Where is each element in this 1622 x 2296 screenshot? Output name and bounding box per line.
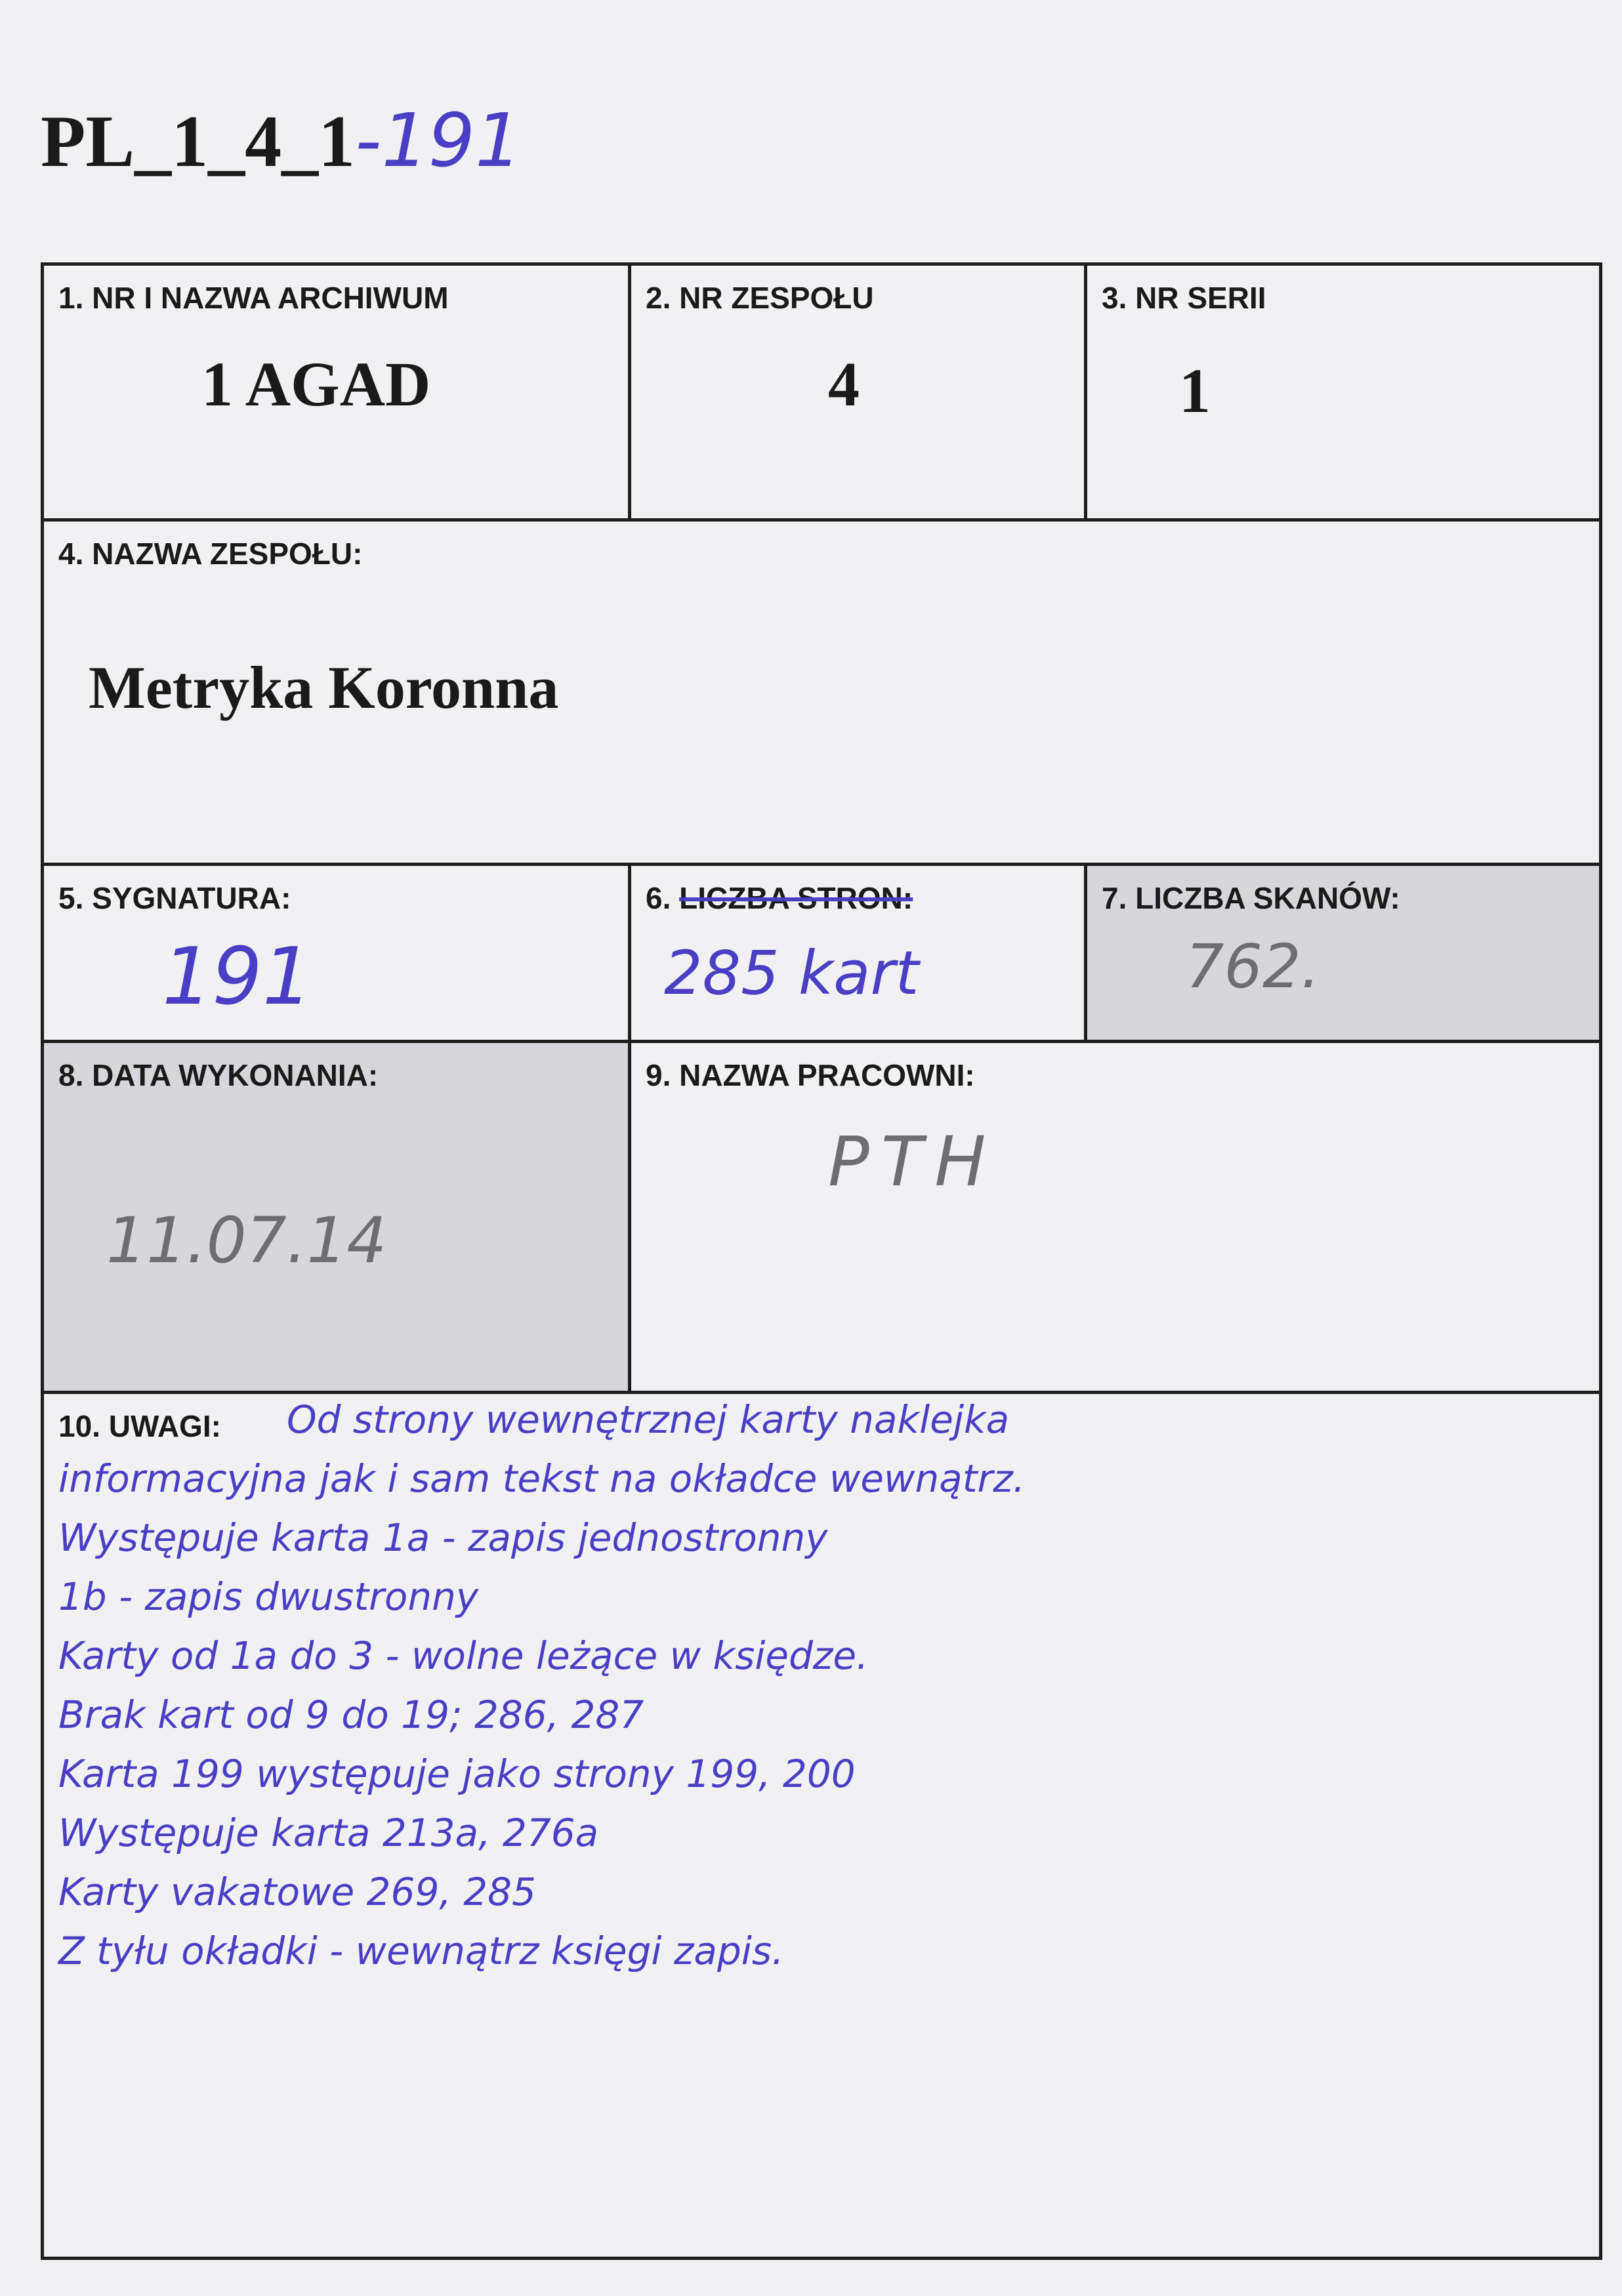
pages-value: 285 kart xyxy=(664,938,919,1008)
notes-line: Karta 199 występuje jako strony 199, 200 xyxy=(58,1752,856,1796)
notes-line: Z tyłu okładki - wewnątrz księgi zapis. xyxy=(58,1929,784,1973)
notes-line: Występuje karta 213a, 276a xyxy=(58,1811,599,1855)
notes-label: 10. UWAGI: xyxy=(58,1409,221,1443)
workshop-label: 9. NAZWA PRACOWNI: xyxy=(646,1058,975,1092)
notes-line: Występuje karta 1a - zapis jednostronny xyxy=(58,1515,828,1560)
fonds-no-label: 2. NR ZESPOŁU xyxy=(646,281,874,315)
fonds-no-value: 4 xyxy=(828,349,860,419)
archive-cell xyxy=(44,266,631,522)
fonds-name-cell xyxy=(44,522,1599,866)
pages-label-prefix: 6. xyxy=(646,881,680,915)
archive-value: 1 AGAD xyxy=(201,349,431,419)
fonds-name-value: Metryka Koronna xyxy=(89,654,559,721)
date-cell xyxy=(44,1043,631,1394)
scans-cell xyxy=(1087,866,1599,1043)
document-code xyxy=(41,98,522,184)
notes-line: informacyjna jak i sam tekst na okładce wewnątrz. xyxy=(58,1456,1026,1501)
notes-line: Brak kart od 9 do 19; 286, 287 xyxy=(58,1692,644,1737)
notes-line: 1b - zapis dwustronny xyxy=(58,1574,479,1619)
notes-line: Od strony wewnętrznej karty naklejka xyxy=(287,1397,1010,1442)
scans-label: 7. LICZBA SKANÓW: xyxy=(1102,881,1400,915)
code-printed: PL_1_4_1 xyxy=(41,101,356,182)
code-handwritten-suffix: -191 xyxy=(355,98,522,184)
date-value: 11.07.14 xyxy=(106,1204,387,1277)
pages-label xyxy=(646,880,913,916)
workshop-value: PTH xyxy=(828,1122,998,1202)
scans-value: 762. xyxy=(1186,932,1320,1002)
archive-label: 1. NR I NAZWA ARCHIWUM xyxy=(58,281,449,315)
pages-cell xyxy=(631,866,1087,1043)
date-label: 8. DATA WYKONANIA: xyxy=(58,1058,379,1092)
signature-label: 5. SYGNATURA: xyxy=(58,881,291,915)
series-no-label: 3. NR SERII xyxy=(1102,281,1266,315)
notes-line: Karty vakatowe 269, 285 xyxy=(58,1870,536,1914)
notes-line: Karty od 1a do 3 - wolne leżące w księdze. xyxy=(58,1633,869,1678)
signature-value: 191 xyxy=(162,932,313,1023)
notes-cell xyxy=(44,1394,1599,2257)
fonds-no-cell xyxy=(631,266,1087,522)
series-no-cell xyxy=(1087,266,1599,522)
signature-cell xyxy=(44,866,631,1043)
pages-label-struck: LICZBA STRON: xyxy=(679,881,913,915)
series-no-value: 1 xyxy=(1179,356,1211,426)
form-frame xyxy=(41,262,1602,2260)
fonds-name-label: 4. NAZWA ZESPOŁU: xyxy=(58,537,363,571)
workshop-cell xyxy=(631,1043,1599,1394)
